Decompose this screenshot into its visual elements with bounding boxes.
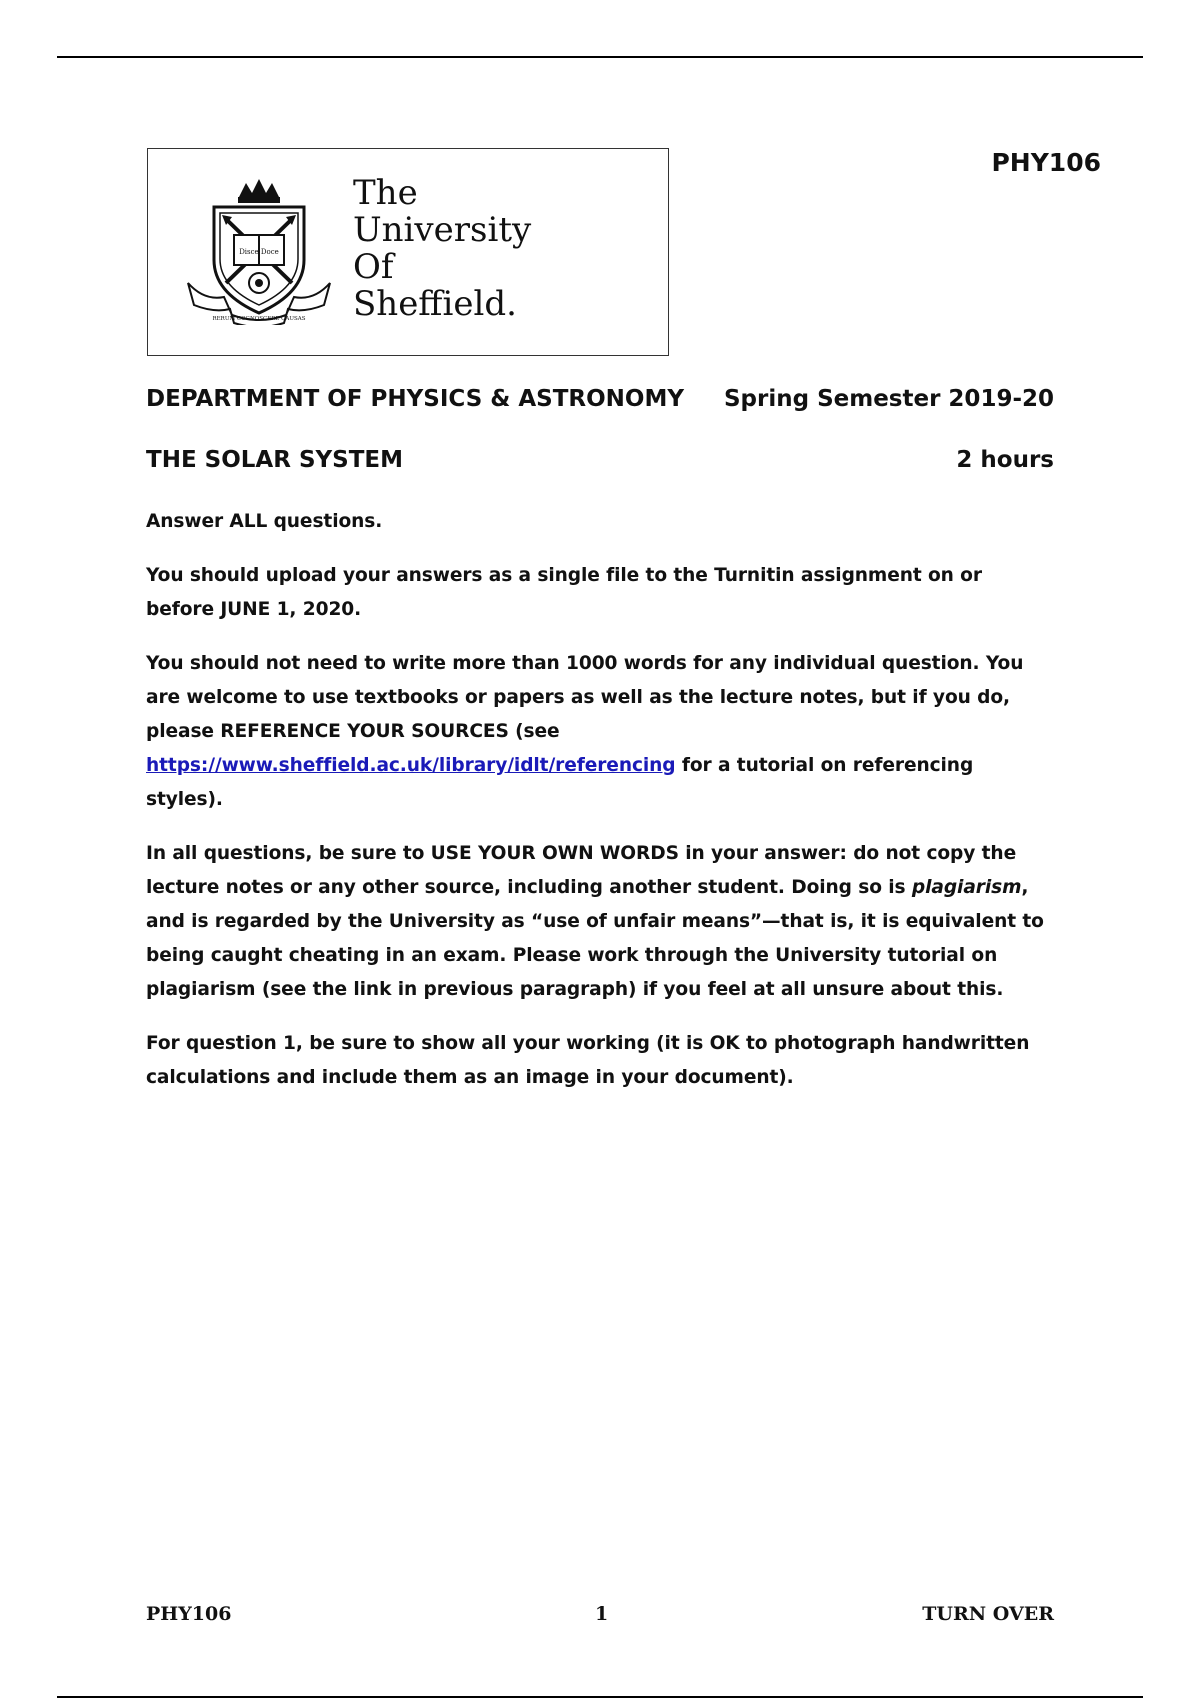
logo-line-3: Of — [353, 247, 394, 287]
plagiarism-text-before: In all questions, be sure to USE YOUR OWN WORDS in your answer: do not copy the lecture notes or any other source, including another student. Doing so is — [146, 843, 1017, 898]
footer-course-code: PHY106 — [146, 1603, 232, 1625]
plagiarism-term: plagiarism — [911, 877, 1022, 898]
crest-scroll-text: RERUM COGNOSCERE CAUSAS — [212, 316, 306, 322]
top-rule — [57, 56, 1143, 58]
university-logo — [147, 148, 669, 356]
crest-book-text: Disce Doce — [239, 248, 279, 256]
bottom-rule — [57, 1696, 1143, 1698]
instruction-upload: You should upload your answers as a single file to the Turnitin assignment on or before JUNE 1, 2020. — [146, 565, 982, 620]
logo-line-2: University — [353, 210, 532, 250]
instructions — [146, 505, 1056, 1115]
plagiarism-text-after: , and is regarded by the University as “use of unfair means”—that is, it is equivalent to being caught cheating in an exam. Please work through the University tutorial on plagiarism (see the link in previous paragraph) if you feel at all unsure about this. — [146, 877, 1044, 1000]
page-number: 1 — [595, 1603, 609, 1625]
turn-over-label: TURN OVER — [922, 1603, 1054, 1625]
instruction-plagiarism — [146, 837, 1056, 1007]
referencing-link[interactable]: https://www.sheffield.ac.uk/library/idlt/referencing — [146, 755, 676, 776]
crest-icon — [184, 175, 334, 325]
references-text-after: for a tutorial on referencing styles). — [146, 755, 974, 810]
exam-duration: 2 hours — [956, 447, 1054, 473]
references-text-before: You should not need to write more than 1000 words for any individual question. You are welcome to use textbooks or papers as well as the lecture notes, but if you do, please REFERENCE YOUR SOURCES (see — [146, 653, 1024, 742]
instruction-references — [146, 647, 1056, 817]
exam-title: THE SOLAR SYSTEM — [146, 447, 404, 473]
logo-line-1: The — [353, 173, 418, 213]
department-name: DEPARTMENT OF PHYSICS & ASTRONOMY — [146, 386, 685, 412]
instruction-working: For question 1, be sure to show all your working (it is OK to photograph handwritten calculations and include them as an image in your document). — [146, 1033, 1030, 1088]
university-name — [353, 175, 531, 323]
course-code: PHY106 — [991, 148, 1101, 177]
semester: Spring Semester 2019-20 — [723, 386, 1054, 412]
logo-line-4: Sheffield. — [353, 284, 517, 324]
instruction-answer-all: Answer ALL questions. — [146, 511, 383, 532]
